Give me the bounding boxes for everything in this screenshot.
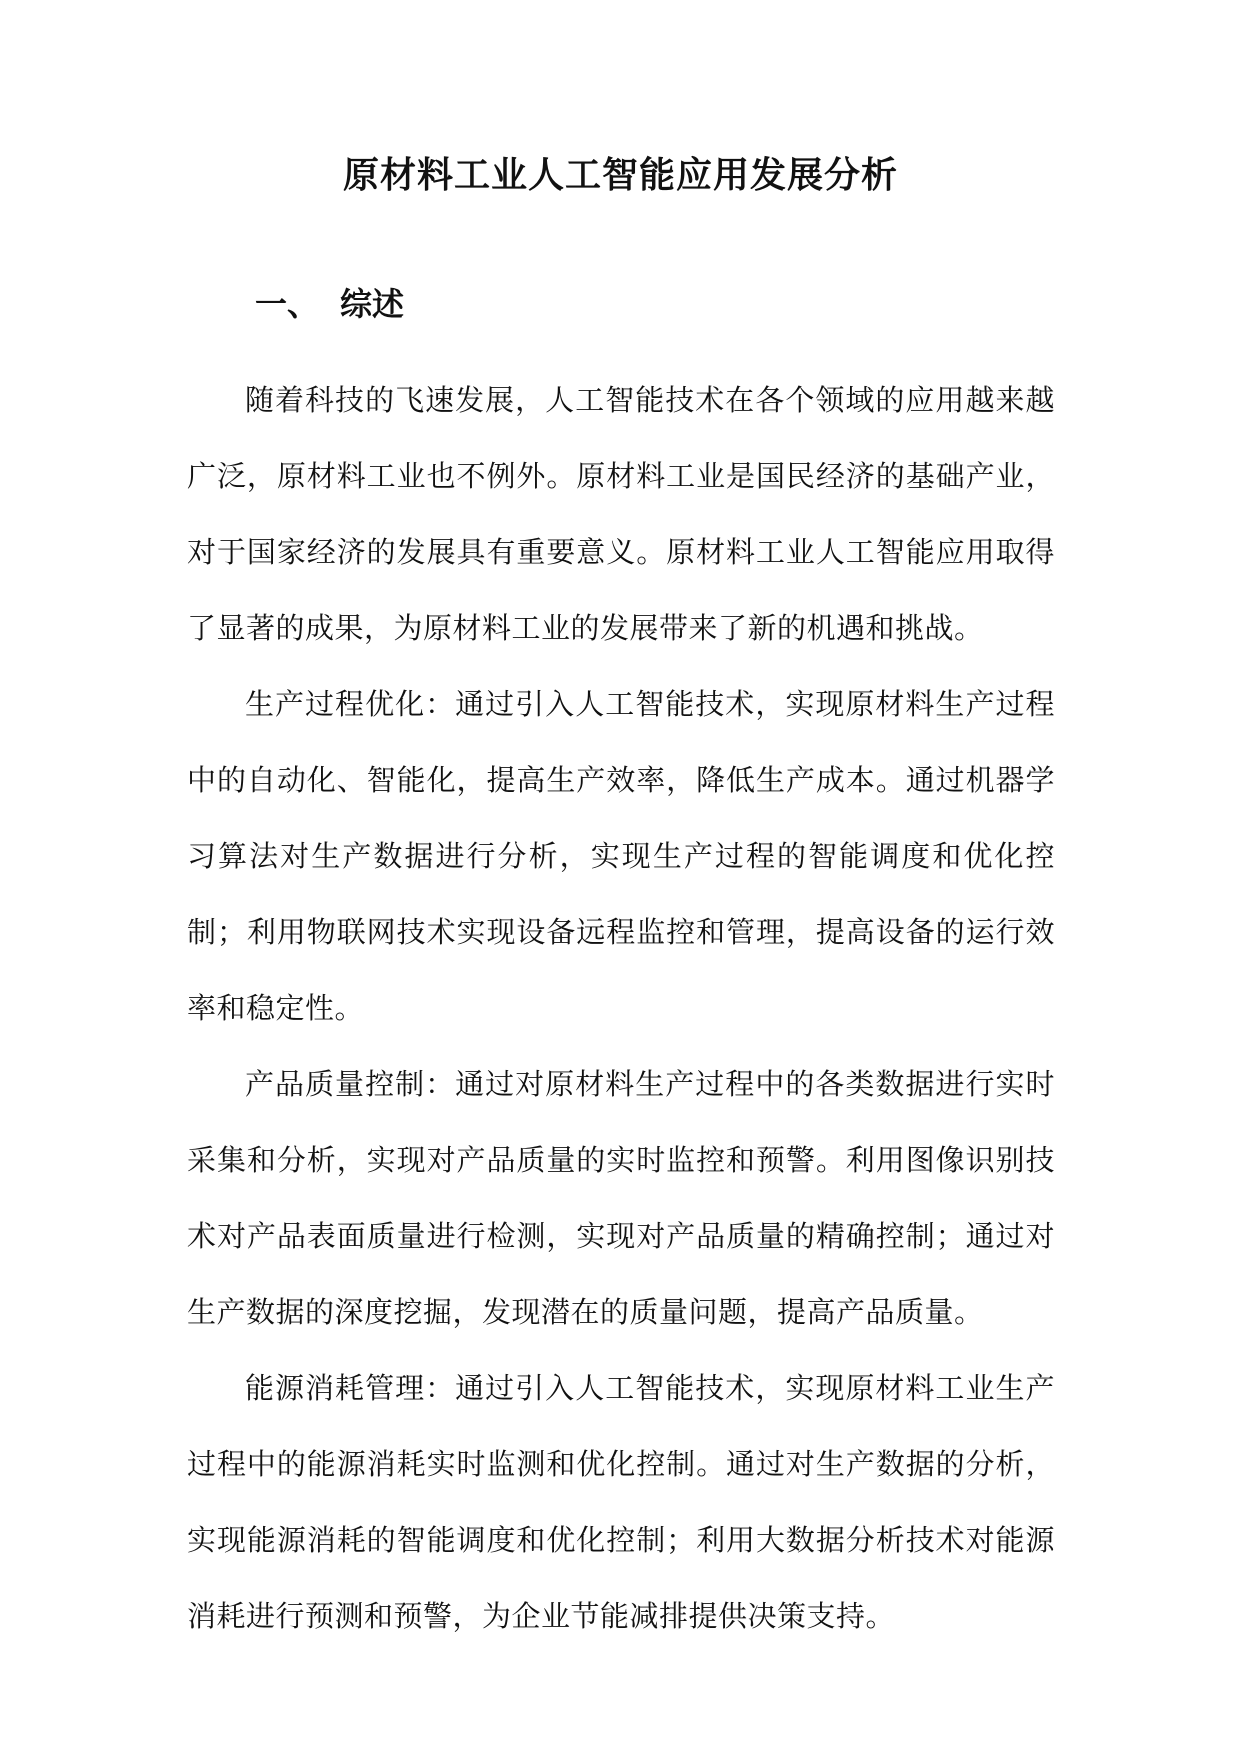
paragraph-quality-control: 产品质量控制：通过对原材料生产过程中的各类数据进行实时采集和分析，实现对产品质量的实时监控和预警。利用图像识别技术对产品表面质量进行检测，实现对产品质量的精确控制；通过对生产数据的深度挖掘，发现潜在的质量问题，提高产品质量。 bbox=[187, 1067, 1055, 1329]
paragraph-production-optimization: 生产过程优化：通过引入人工智能技术，实现原材料生产过程中的自动化、智能化，提高生产效率，降低生产成本。通过机器学习算法对生产数据进行分析，实现生产过程的智能调度和优化控制；利用物联网技术实现设备远程监控和管理，提高设备的运行效率和稳定性。 bbox=[187, 687, 1055, 1025]
section-title: 综述 bbox=[340, 285, 405, 323]
paragraph-energy-management: 能源消耗管理：通过引入人工智能技术，实现原材料工业生产过程中的能源消耗实时监测和优化控制。通过对生产数据的分析，实现能源消耗的智能调度和优化控制；利用大数据分析技术对能源消耗进行预测和预警，为企业节能减排提供决策支持。 bbox=[187, 1371, 1055, 1633]
body-text bbox=[187, 362, 1055, 1654]
document-title: 原材料工业人工智能应用发展分析 bbox=[342, 155, 898, 196]
section-number: 一、 bbox=[255, 285, 320, 323]
paragraph-intro: 随着科技的飞速发展，人工智能技术在各个领域的应用越来越广泛，原材料工业也不例外。原材料工业是国民经济的基础产业，对于国家经济的发展具有重要意义。原材料工业人工智能应用取得了显著的成果，为原材料工业的发展带来了新的机遇和挑战。 bbox=[187, 383, 1055, 645]
section-heading bbox=[255, 280, 404, 328]
